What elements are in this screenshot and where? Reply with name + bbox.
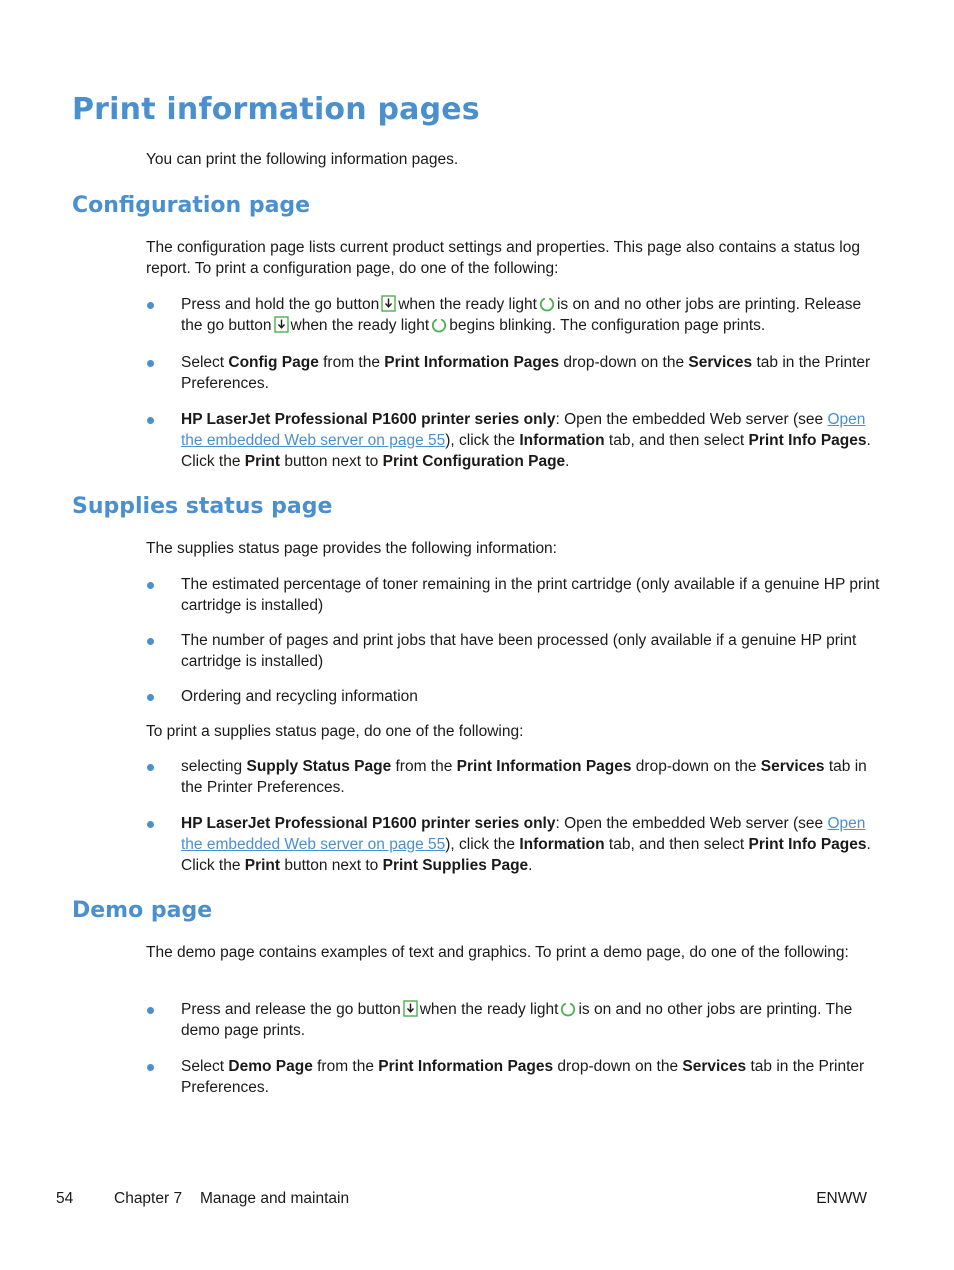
go-button-icon xyxy=(274,316,289,333)
bullet-icon xyxy=(147,638,154,645)
locale-code: ENWW xyxy=(816,1190,867,1207)
supplies-status-heading: Supplies status page xyxy=(72,494,333,519)
list-item-ordering: Ordering and recycling information xyxy=(181,688,418,705)
list-item-demo-go-button: Press and release the go button when the ready light is on and no other jobs are printing. The demo page prints. xyxy=(181,1001,853,1039)
supplies-intro-2: To print a supplies status page, do one of the following: xyxy=(146,723,524,740)
page-number: 54 xyxy=(56,1190,74,1207)
bullet-icon xyxy=(147,417,154,424)
go-button-icon xyxy=(381,295,396,312)
go-button-icon xyxy=(403,1000,418,1017)
configuration-page-heading: Configuration page xyxy=(72,193,311,218)
demo-intro: The demo page contains examples of text and graphics. To print a demo page, do one of the following: xyxy=(146,944,849,961)
list-item-config-ews: HP LaserJet Professional P1600 printer series only: Open the embedded Web server (see Open the embedded Web server on page 55), click the Information tab, and then select Print Info Pages. Click the Print button next to Print Configuration Page. xyxy=(181,411,871,470)
bullet-icon xyxy=(147,1064,154,1071)
ews-link[interactable]: Open the embedded Web server on page 55 xyxy=(181,815,866,853)
bullet-icon xyxy=(147,764,154,771)
list-item-supplies-preferences: selecting Supply Status Page from the Print Information Pages drop-down on the Services tab in the Printer Preferences. xyxy=(181,758,867,796)
ready-light-icon xyxy=(560,1001,576,1017)
bullet-icon xyxy=(147,302,154,309)
bullet-icon xyxy=(147,1007,154,1014)
bullet-icon xyxy=(147,821,154,828)
ews-link[interactable]: Open the embedded Web server on page 55 xyxy=(181,411,866,449)
bullet-icon xyxy=(147,360,154,367)
chapter-label: Chapter 7 xyxy=(114,1190,183,1207)
list-item-pages-processed: The number of pages and print jobs that have been processed (only available if a genuine HP print cartridge is installed) xyxy=(181,632,857,670)
demo-page-heading: Demo page xyxy=(72,898,213,923)
page-title: Print information pages xyxy=(72,92,480,127)
list-item-supplies-ews: HP LaserJet Professional P1600 printer series only: Open the embedded Web server (see Open the embedded Web server on page 55), click the Information tab, and then select Print Info Pages. Click the Print button next to Print Supplies Page. xyxy=(181,815,871,874)
list-item-config-go-button: Press and hold the go button when the ready light is on and no other jobs are printing. Release the go button when the ready light begins blinking. The configuration page prints. xyxy=(181,296,862,334)
bullet-icon xyxy=(147,582,154,589)
list-item-config-preferences: Select Config Page from the Print Information Pages drop-down on the Services tab in the Printer Preferences. xyxy=(181,354,871,392)
supplies-intro: The supplies status page provides the following information: xyxy=(146,540,557,557)
list-item-toner: The estimated percentage of toner remaining in the print cartridge (only available if a genuine HP print cartridge is installed) xyxy=(181,576,880,614)
chapter-title: Manage and maintain xyxy=(200,1190,350,1207)
page-intro: You can print the following information pages. xyxy=(146,151,459,168)
bullet-icon xyxy=(147,694,154,701)
configuration-intro: The configuration page lists current product settings and properties. This page also contains a status log report. To print a configuration page, do one of the following: xyxy=(146,239,860,277)
list-item-demo-preferences: Select Demo Page from the Print Information Pages drop-down on the Services tab in the Printer Preferences. xyxy=(181,1058,865,1096)
ready-light-icon xyxy=(431,317,447,333)
ready-light-icon xyxy=(539,296,555,312)
